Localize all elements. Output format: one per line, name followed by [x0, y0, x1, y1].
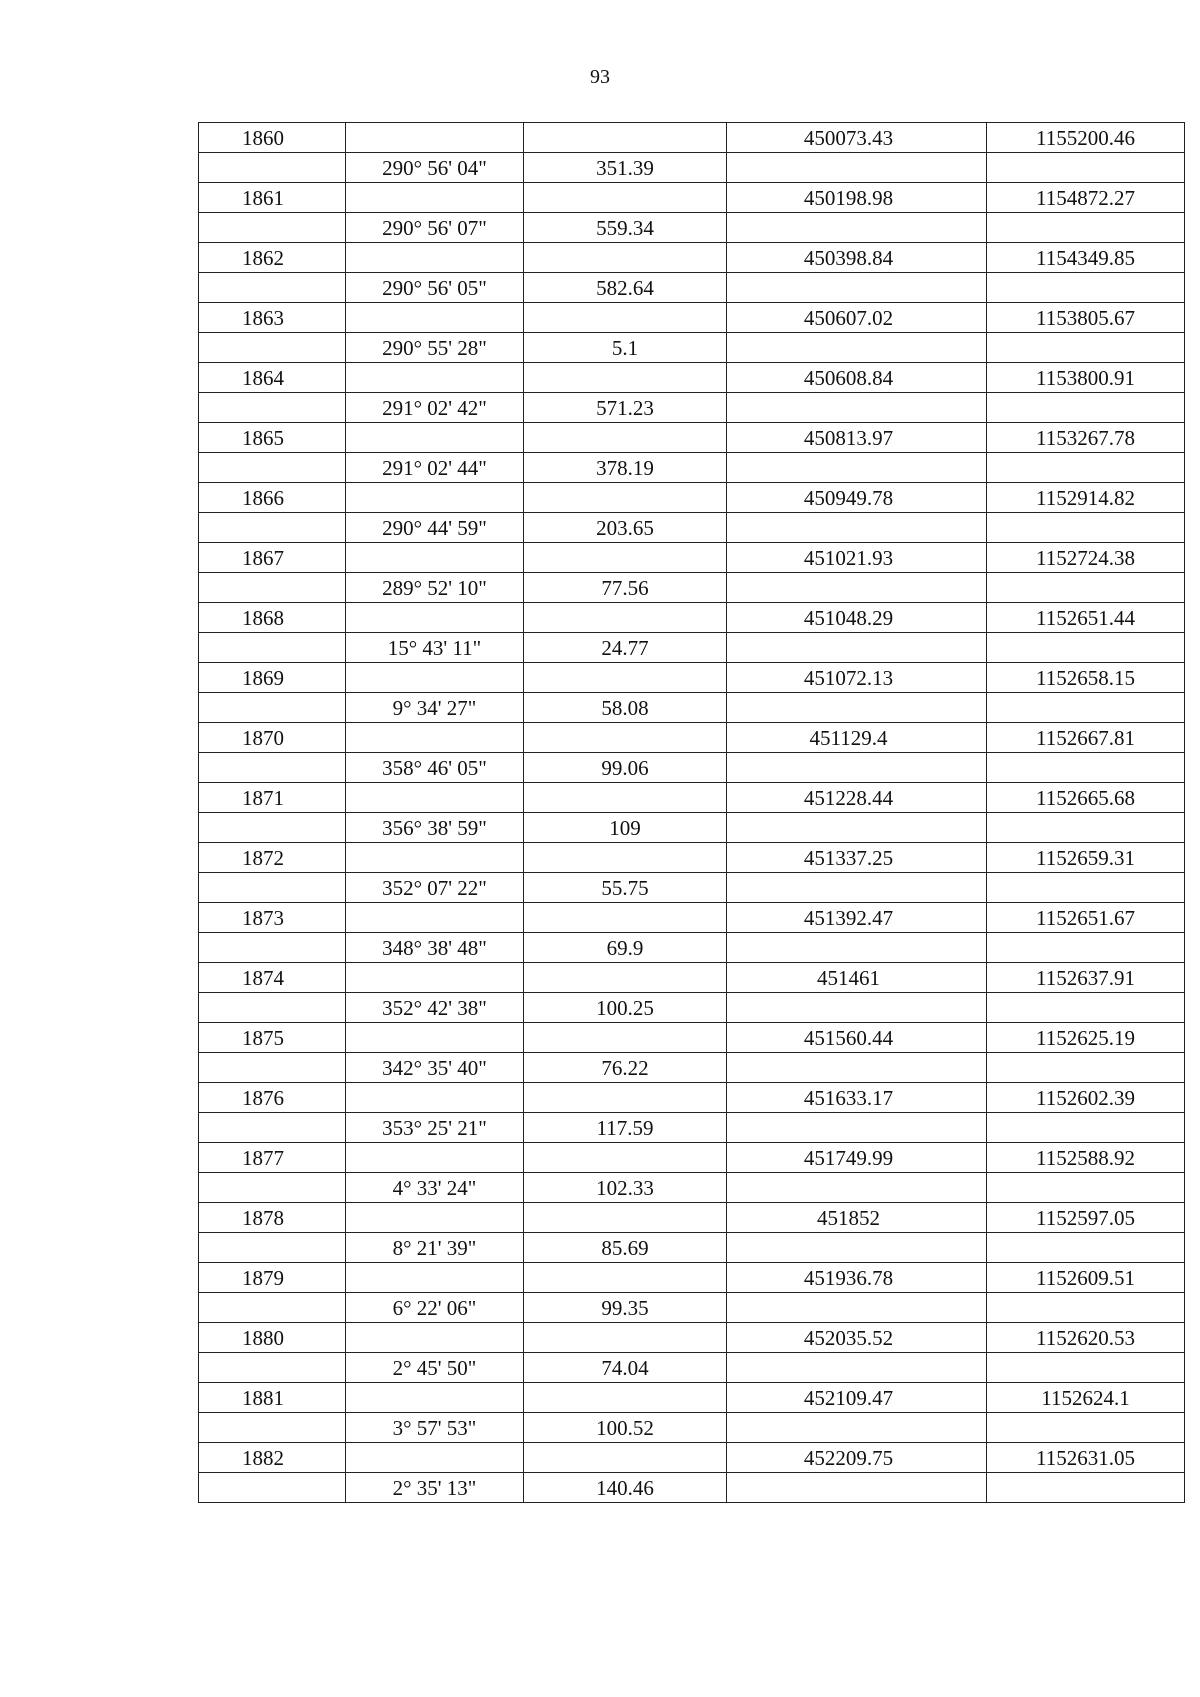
table-row-station: [199, 1023, 1185, 1053]
distance-cell: 559.34: [524, 213, 727, 243]
table-row-station: [199, 1143, 1185, 1173]
empty-cell: [524, 363, 727, 393]
empty-cell: [987, 453, 1185, 483]
table-row-leg: [199, 1413, 1185, 1443]
easting-cell: 1152588.92: [987, 1143, 1185, 1173]
northing-cell: 450607.02: [727, 303, 987, 333]
empty-cell: [727, 213, 987, 243]
northing-cell: 451048.29: [727, 603, 987, 633]
empty-cell: [987, 813, 1185, 843]
empty-cell: [727, 393, 987, 423]
empty-cell: [346, 903, 524, 933]
bearing-cell: 353° 25' 21": [346, 1113, 524, 1143]
coordinate-table-body: [199, 123, 1185, 1503]
distance-cell: 55.75: [524, 873, 727, 903]
station-cell: 1876: [199, 1083, 346, 1113]
station-cell: 1866: [199, 483, 346, 513]
empty-cell: [727, 1293, 987, 1323]
northing-cell: 452035.52: [727, 1323, 987, 1353]
easting-cell: 1152597.05: [987, 1203, 1185, 1233]
table-row-station: [199, 963, 1185, 993]
empty-cell: [524, 663, 727, 693]
bearing-cell: 356° 38' 59": [346, 813, 524, 843]
empty-cell: [727, 1113, 987, 1143]
bearing-cell: 2° 45' 50": [346, 1353, 524, 1383]
distance-cell: 117.59: [524, 1113, 727, 1143]
easting-cell: 1152658.15: [987, 663, 1185, 693]
easting-cell: 1152651.44: [987, 603, 1185, 633]
empty-cell: [987, 1293, 1185, 1323]
empty-cell: [727, 633, 987, 663]
empty-cell: [987, 1053, 1185, 1083]
easting-cell: 1152625.19: [987, 1023, 1185, 1053]
empty-cell: [987, 753, 1185, 783]
empty-cell: [727, 753, 987, 783]
easting-cell: 1152914.82: [987, 483, 1185, 513]
empty-cell: [199, 1113, 346, 1143]
table-row-leg: [199, 1053, 1185, 1083]
table-row-station: [199, 843, 1185, 873]
distance-cell: 85.69: [524, 1233, 727, 1263]
bearing-cell: 290° 56' 05": [346, 273, 524, 303]
empty-cell: [346, 123, 524, 153]
table-row-leg: [199, 1233, 1185, 1263]
empty-cell: [727, 153, 987, 183]
station-cell: 1864: [199, 363, 346, 393]
station-cell: 1871: [199, 783, 346, 813]
table-row-leg: [199, 1113, 1185, 1143]
empty-cell: [346, 1023, 524, 1053]
empty-cell: [727, 873, 987, 903]
table-row-station: [199, 723, 1185, 753]
empty-cell: [346, 663, 524, 693]
empty-cell: [524, 543, 727, 573]
table-row-station: [199, 1383, 1185, 1413]
empty-cell: [346, 603, 524, 633]
empty-cell: [199, 993, 346, 1023]
table-row-leg: [199, 213, 1185, 243]
empty-cell: [346, 723, 524, 753]
empty-cell: [346, 1143, 524, 1173]
station-cell: 1863: [199, 303, 346, 333]
distance-cell: 58.08: [524, 693, 727, 723]
station-cell: 1873: [199, 903, 346, 933]
empty-cell: [524, 903, 727, 933]
bearing-cell: 342° 35' 40": [346, 1053, 524, 1083]
easting-cell: 1152665.68: [987, 783, 1185, 813]
station-cell: 1870: [199, 723, 346, 753]
station-cell: 1877: [199, 1143, 346, 1173]
empty-cell: [524, 603, 727, 633]
northing-cell: 451560.44: [727, 1023, 987, 1053]
table-row-station: [199, 363, 1185, 393]
empty-cell: [199, 573, 346, 603]
northing-cell: 451228.44: [727, 783, 987, 813]
table-row-leg: [199, 333, 1185, 363]
distance-cell: 99.06: [524, 753, 727, 783]
table-row-station: [199, 663, 1185, 693]
northing-cell: 452109.47: [727, 1383, 987, 1413]
empty-cell: [987, 1473, 1185, 1503]
station-cell: 1874: [199, 963, 346, 993]
empty-cell: [199, 213, 346, 243]
northing-cell: 450073.43: [727, 123, 987, 153]
easting-cell: 1153800.91: [987, 363, 1185, 393]
table-row-leg: [199, 513, 1185, 543]
empty-cell: [199, 873, 346, 903]
empty-cell: [524, 183, 727, 213]
empty-cell: [727, 453, 987, 483]
empty-cell: [524, 963, 727, 993]
empty-cell: [524, 1263, 727, 1293]
easting-cell: 1152602.39: [987, 1083, 1185, 1113]
distance-cell: 351.39: [524, 153, 727, 183]
empty-cell: [199, 393, 346, 423]
empty-cell: [987, 1113, 1185, 1143]
empty-cell: [346, 423, 524, 453]
empty-cell: [199, 1353, 346, 1383]
empty-cell: [199, 633, 346, 663]
distance-cell: 99.35: [524, 1293, 727, 1323]
distance-cell: 102.33: [524, 1173, 727, 1203]
bearing-cell: 291° 02' 44": [346, 453, 524, 483]
page-number: 93: [590, 66, 610, 88]
northing-cell: 451072.13: [727, 663, 987, 693]
empty-cell: [199, 333, 346, 363]
northing-cell: 451129.4: [727, 723, 987, 753]
empty-cell: [727, 513, 987, 543]
table-row-station: [199, 123, 1185, 153]
northing-cell: 451461: [727, 963, 987, 993]
empty-cell: [727, 813, 987, 843]
empty-cell: [524, 1203, 727, 1233]
empty-cell: [199, 933, 346, 963]
station-cell: 1879: [199, 1263, 346, 1293]
table-row-leg: [199, 873, 1185, 903]
empty-cell: [987, 993, 1185, 1023]
empty-cell: [199, 1053, 346, 1083]
empty-cell: [524, 1083, 727, 1113]
easting-cell: 1153267.78: [987, 423, 1185, 453]
bearing-cell: 15° 43' 11": [346, 633, 524, 663]
table-row-station: [199, 783, 1185, 813]
empty-cell: [199, 813, 346, 843]
empty-cell: [524, 1383, 727, 1413]
empty-cell: [987, 1353, 1185, 1383]
empty-cell: [727, 693, 987, 723]
distance-cell: 76.22: [524, 1053, 727, 1083]
empty-cell: [987, 333, 1185, 363]
empty-cell: [987, 213, 1185, 243]
northing-cell: 451749.99: [727, 1143, 987, 1173]
northing-cell: 450813.97: [727, 423, 987, 453]
table-row-leg: [199, 1473, 1185, 1503]
empty-cell: [987, 153, 1185, 183]
easting-cell: 1152667.81: [987, 723, 1185, 753]
coordinate-table: [198, 122, 1185, 1503]
bearing-cell: 6° 22' 06": [346, 1293, 524, 1323]
empty-cell: [987, 1233, 1185, 1263]
empty-cell: [987, 1413, 1185, 1443]
empty-cell: [346, 843, 524, 873]
table-row-leg: [199, 153, 1185, 183]
easting-cell: 1152651.67: [987, 903, 1185, 933]
bearing-cell: 352° 07' 22": [346, 873, 524, 903]
bearing-cell: 348° 38' 48": [346, 933, 524, 963]
empty-cell: [199, 513, 346, 543]
easting-cell: 1154349.85: [987, 243, 1185, 273]
bearing-cell: 9° 34' 27": [346, 693, 524, 723]
easting-cell: 1155200.46: [987, 123, 1185, 153]
station-cell: 1875: [199, 1023, 346, 1053]
station-cell: 1872: [199, 843, 346, 873]
empty-cell: [346, 303, 524, 333]
station-cell: 1860: [199, 123, 346, 153]
northing-cell: 451021.93: [727, 543, 987, 573]
distance-cell: 203.65: [524, 513, 727, 543]
table-row-station: [199, 1203, 1185, 1233]
distance-cell: 100.25: [524, 993, 727, 1023]
empty-cell: [524, 483, 727, 513]
northing-cell: 452209.75: [727, 1443, 987, 1473]
table-row-station: [199, 483, 1185, 513]
table-row-leg: [199, 1293, 1185, 1323]
easting-cell: 1152659.31: [987, 843, 1185, 873]
empty-cell: [346, 1443, 524, 1473]
empty-cell: [987, 573, 1185, 603]
table-row-station: [199, 1263, 1185, 1293]
easting-cell: 1153805.67: [987, 303, 1185, 333]
empty-cell: [727, 1353, 987, 1383]
bearing-cell: 358° 46' 05": [346, 753, 524, 783]
empty-cell: [199, 1473, 346, 1503]
bearing-cell: 290° 56' 07": [346, 213, 524, 243]
bearing-cell: 291° 02' 42": [346, 393, 524, 423]
table-row-station: [199, 543, 1185, 573]
table-row-leg: [199, 693, 1185, 723]
empty-cell: [346, 543, 524, 573]
table-row-leg: [199, 993, 1185, 1023]
distance-cell: 378.19: [524, 453, 727, 483]
bearing-cell: 4° 33' 24": [346, 1173, 524, 1203]
table-row-station: [199, 423, 1185, 453]
table-row-station: [199, 183, 1185, 213]
table-row-station: [199, 303, 1185, 333]
easting-cell: 1152609.51: [987, 1263, 1185, 1293]
station-cell: 1882: [199, 1443, 346, 1473]
station-cell: 1881: [199, 1383, 346, 1413]
empty-cell: [987, 513, 1185, 543]
northing-cell: 451392.47: [727, 903, 987, 933]
empty-cell: [524, 1443, 727, 1473]
empty-cell: [346, 1323, 524, 1353]
empty-cell: [987, 393, 1185, 423]
empty-cell: [346, 963, 524, 993]
bearing-cell: 2° 35' 13": [346, 1473, 524, 1503]
northing-cell: 450608.84: [727, 363, 987, 393]
table-row-leg: [199, 1353, 1185, 1383]
empty-cell: [199, 1293, 346, 1323]
northing-cell: 451337.25: [727, 843, 987, 873]
empty-cell: [987, 633, 1185, 663]
table-row-leg: [199, 393, 1185, 423]
empty-cell: [524, 843, 727, 873]
easting-cell: 1152624.1: [987, 1383, 1185, 1413]
station-cell: 1867: [199, 543, 346, 573]
distance-cell: 77.56: [524, 573, 727, 603]
distance-cell: 69.9: [524, 933, 727, 963]
empty-cell: [727, 1473, 987, 1503]
empty-cell: [987, 873, 1185, 903]
empty-cell: [346, 783, 524, 813]
table-row-leg: [199, 753, 1185, 783]
table-row-leg: [199, 273, 1185, 303]
distance-cell: 5.1: [524, 333, 727, 363]
distance-cell: 582.64: [524, 273, 727, 303]
bearing-cell: 289° 52' 10": [346, 573, 524, 603]
easting-cell: 1152620.53: [987, 1323, 1185, 1353]
empty-cell: [987, 933, 1185, 963]
empty-cell: [727, 1173, 987, 1203]
bearing-cell: 3° 57' 53": [346, 1413, 524, 1443]
empty-cell: [524, 1323, 727, 1353]
table-row-leg: [199, 1173, 1185, 1203]
table-row-leg: [199, 453, 1185, 483]
table-row-station: [199, 603, 1185, 633]
empty-cell: [524, 1143, 727, 1173]
empty-cell: [199, 273, 346, 303]
northing-cell: 451936.78: [727, 1263, 987, 1293]
table-row-station: [199, 1323, 1185, 1353]
empty-cell: [199, 1173, 346, 1203]
bearing-cell: 290° 44' 59": [346, 513, 524, 543]
distance-cell: 100.52: [524, 1413, 727, 1443]
table-row-station: [199, 243, 1185, 273]
empty-cell: [727, 573, 987, 603]
northing-cell: 450198.98: [727, 183, 987, 213]
empty-cell: [199, 1413, 346, 1443]
empty-cell: [524, 783, 727, 813]
bearing-cell: 290° 56' 04": [346, 153, 524, 183]
empty-cell: [199, 1233, 346, 1263]
station-cell: 1865: [199, 423, 346, 453]
empty-cell: [524, 243, 727, 273]
table-row-leg: [199, 813, 1185, 843]
table-row-leg: [199, 933, 1185, 963]
empty-cell: [987, 693, 1185, 723]
station-cell: 1880: [199, 1323, 346, 1353]
bearing-cell: 290° 55' 28": [346, 333, 524, 363]
northing-cell: 450398.84: [727, 243, 987, 273]
easting-cell: 1152631.05: [987, 1443, 1185, 1473]
table-row-station: [199, 1083, 1185, 1113]
empty-cell: [524, 423, 727, 453]
empty-cell: [346, 1383, 524, 1413]
northing-cell: 450949.78: [727, 483, 987, 513]
station-cell: 1878: [199, 1203, 346, 1233]
empty-cell: [524, 303, 727, 333]
distance-cell: 571.23: [524, 393, 727, 423]
table-row-leg: [199, 573, 1185, 603]
empty-cell: [199, 693, 346, 723]
distance-cell: 74.04: [524, 1353, 727, 1383]
empty-cell: [346, 243, 524, 273]
northing-cell: 451633.17: [727, 1083, 987, 1113]
empty-cell: [727, 1233, 987, 1263]
empty-cell: [727, 993, 987, 1023]
easting-cell: 1152724.38: [987, 543, 1185, 573]
empty-cell: [727, 1413, 987, 1443]
empty-cell: [727, 273, 987, 303]
empty-cell: [199, 153, 346, 183]
empty-cell: [524, 723, 727, 753]
empty-cell: [987, 273, 1185, 303]
distance-cell: 109: [524, 813, 727, 843]
station-cell: 1869: [199, 663, 346, 693]
empty-cell: [346, 483, 524, 513]
station-cell: 1862: [199, 243, 346, 273]
distance-cell: 140.46: [524, 1473, 727, 1503]
bearing-cell: 8° 21' 39": [346, 1233, 524, 1263]
empty-cell: [727, 333, 987, 363]
empty-cell: [346, 1263, 524, 1293]
empty-cell: [199, 453, 346, 483]
empty-cell: [346, 183, 524, 213]
station-cell: 1861: [199, 183, 346, 213]
empty-cell: [727, 933, 987, 963]
empty-cell: [199, 753, 346, 783]
empty-cell: [346, 1083, 524, 1113]
distance-cell: 24.77: [524, 633, 727, 663]
easting-cell: 1154872.27: [987, 183, 1185, 213]
empty-cell: [524, 123, 727, 153]
table-row-leg: [199, 633, 1185, 663]
easting-cell: 1152637.91: [987, 963, 1185, 993]
station-cell: 1868: [199, 603, 346, 633]
empty-cell: [727, 1053, 987, 1083]
empty-cell: [346, 1203, 524, 1233]
empty-cell: [987, 1173, 1185, 1203]
empty-cell: [346, 363, 524, 393]
bearing-cell: 352° 42' 38": [346, 993, 524, 1023]
empty-cell: [524, 1023, 727, 1053]
table-row-station: [199, 903, 1185, 933]
table-row-station: [199, 1443, 1185, 1473]
northing-cell: 451852: [727, 1203, 987, 1233]
